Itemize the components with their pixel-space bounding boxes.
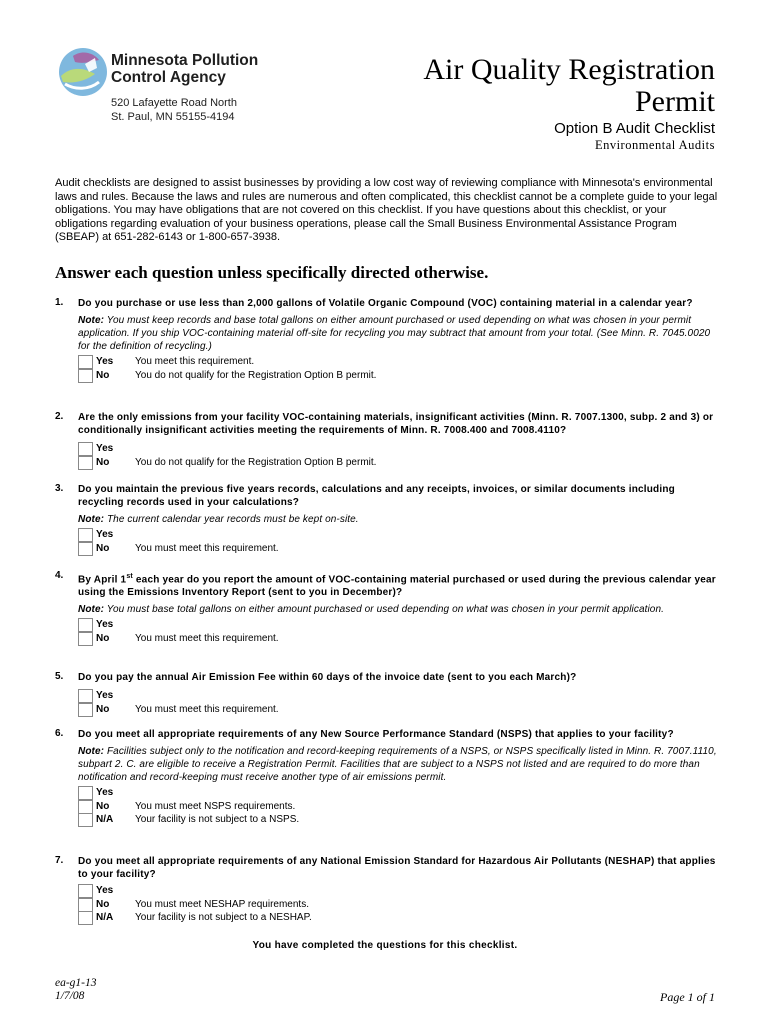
question-text: Do you meet all appropriate requirements of any National Emission Standard for Hazardous Air Pollutants (NESHAP) that applies to your facility?	[78, 856, 716, 880]
question-number: 2.	[55, 411, 64, 422]
question-number: 4.	[55, 570, 64, 581]
note-label: Note:	[78, 746, 105, 757]
question-number: 3.	[55, 483, 64, 494]
option-desc: You must meet NSPS requirements.	[135, 800, 296, 812]
address-line1: 520 Lafayette Road North	[111, 97, 237, 109]
answer-options	[78, 442, 720, 469]
option-label: No	[96, 703, 110, 715]
option-label: No	[96, 898, 110, 910]
ordinal-suffix: st	[126, 573, 133, 580]
option-na	[78, 813, 720, 827]
question-text-start: By April 1	[78, 574, 127, 586]
document-subtitle: Option B Audit Checklist	[554, 120, 715, 137]
note-text: You must base total gallons on either amount purchased or used depending on what was chosen in your permit application.	[106, 604, 665, 616]
mpca-logo	[55, 46, 115, 98]
option-label: Yes	[96, 787, 114, 798]
option-label: Yes	[96, 529, 114, 540]
option-desc: You must meet this requirement.	[135, 632, 279, 644]
agency-name-line2: Control Agency	[111, 69, 226, 86]
checkbox[interactable]	[78, 369, 93, 383]
question-text	[78, 570, 720, 599]
checkbox[interactable]	[78, 632, 93, 646]
document-title	[423, 54, 715, 118]
question-1	[55, 297, 720, 382]
option-no	[78, 456, 720, 470]
question-text-rest: each year do you report the amount of VOC-containing material purchased or used during the previous calendar year using the Emissions Inventory Report (sent to you in December)?	[78, 574, 716, 599]
checkbox[interactable]	[78, 456, 93, 470]
checkbox[interactable]	[78, 442, 93, 456]
option-desc: You must meet NESHAP requirements.	[135, 898, 309, 910]
option-label: No	[96, 800, 110, 812]
option-no	[78, 632, 720, 646]
question-text: Are the only emissions from your facility VOC-containing materials, insignificant activities (Minn. R. 7007.1300, subp. 2 and 3) or conditionally insignificant activities meeting the requirements of Minn. R. 7008.400 and 7008.4110?	[78, 412, 714, 436]
doc-code: ea-g1-13	[55, 977, 97, 989]
option-label: No	[96, 456, 110, 468]
option-label: Yes	[96, 443, 114, 454]
question-number: 5.	[55, 671, 64, 682]
question-3	[55, 483, 720, 555]
question-note	[78, 314, 720, 353]
question-number: 7.	[55, 855, 64, 866]
option-desc: You must meet this requirement.	[135, 703, 279, 715]
answer-options	[78, 786, 720, 827]
address-line2: St. Paul, MN 55155-4194	[111, 111, 235, 123]
option-no	[78, 542, 720, 556]
option-no	[78, 800, 720, 814]
question-text: Do you pay the annual Air Emission Fee within 60 days of the invoice date (sent to you each March)?	[78, 672, 577, 683]
answer-options	[78, 689, 720, 716]
option-label: Yes	[96, 619, 114, 631]
option-label: No	[96, 632, 110, 644]
checkbox[interactable]	[78, 618, 93, 632]
agency-address	[111, 96, 237, 124]
title-line1: Air Quality Registration	[423, 53, 715, 86]
completion-message: You have completed the questions for this checklist.	[252, 940, 518, 951]
note-text: The current calendar year records must be kept on-site.	[106, 514, 359, 525]
option-label: Yes	[96, 356, 114, 367]
option-no	[78, 703, 720, 717]
checkbox[interactable]	[78, 355, 93, 369]
footer-doc-info	[55, 977, 97, 1003]
option-label: No	[96, 542, 110, 554]
question-note	[78, 513, 720, 526]
note-label: Note:	[78, 514, 105, 525]
option-label: Yes	[96, 885, 114, 896]
instructions-heading: Answer each question unless specifically directed otherwise.	[55, 263, 489, 282]
checkbox[interactable]	[78, 786, 93, 800]
question-4	[55, 570, 720, 645]
checkbox[interactable]	[78, 898, 93, 912]
option-label: N/A	[96, 912, 114, 923]
question-7	[55, 855, 720, 925]
option-yes	[78, 689, 720, 703]
option-label: Yes	[96, 690, 114, 701]
option-label: No	[96, 369, 110, 381]
question-text: Do you purchase or use less than 2,000 gallons of Volatile Organic Compound (VOC) containing material in a calendar year?	[78, 298, 693, 309]
question-text: Do you meet all appropriate requirements of any New Source Performance Standard (NSPS) that applies to your facility?	[78, 729, 674, 740]
checkbox[interactable]	[78, 884, 93, 898]
note-text: Facilities subject only to the notification and record-keeping requirements of a NSPS, or NSPS specifically listed in Minn. R. 7007.1110, subpart 2. C. are eligible to receive a Registration Permit. Facilities that are subject to a NSPS not listed and are required to do more than notification and record-keeping must receive another type of air emissions permit.	[78, 746, 717, 783]
question-5	[55, 671, 720, 716]
option-desc: You do not qualify for the Registration Option B permit.	[135, 369, 377, 381]
checkbox[interactable]	[78, 542, 93, 556]
question-number: 6.	[55, 728, 64, 739]
option-desc: You meet this requirement.	[135, 356, 255, 367]
question-text: Do you maintain the previous five years records, calculations and any receipts, invoices, or similar documents including recycling records used in your calculations?	[78, 484, 675, 508]
checkbox[interactable]	[78, 800, 93, 814]
question-note	[78, 745, 720, 784]
option-yes	[78, 442, 720, 456]
question-6	[55, 728, 720, 827]
document-category: Environmental Audits	[594, 138, 715, 152]
option-no	[78, 369, 720, 383]
option-yes	[78, 786, 720, 800]
answer-options	[78, 618, 720, 645]
option-na	[78, 911, 720, 925]
note-text: You must keep records and base total gallons on either amount purchased or used depending on what was chosen in your permit application. If you ship VOC-containing material off-site for recycling you may subtract that amount from your total. (See Minn. R. 7045.0020 for the definition of recycling.)	[78, 315, 711, 352]
page-number: Page 1 of 1	[660, 990, 715, 1004]
option-no	[78, 898, 720, 912]
checkbox[interactable]	[78, 813, 93, 827]
checkbox[interactable]	[78, 911, 93, 925]
option-yes	[78, 618, 720, 632]
option-yes	[78, 884, 720, 898]
intro-paragraph: Audit checklists are designed to assist businesses by providing a low cost way of reviewing compliance with Minnesota's environmental laws and rules. Because the laws and rules are numerous and often complicated, this checklist cannot be a complete guide to your legal obligations. You may have obligations that are not covered on this checklist. If you have questions about this checklist, or your obligations regarding evaluation of your business operations, please call the Small Business Environmental Assistance Program (SBEAP) at 651-282-6143 or 1-800-657-3938.	[55, 177, 718, 243]
title-line2: Permit	[635, 85, 715, 118]
question-note	[78, 603, 720, 616]
option-desc: Your facility is not subject to a NESHAP.	[135, 912, 312, 923]
option-desc: Your facility is not subject to a NSPS.	[135, 814, 300, 825]
option-label: N/A	[96, 814, 114, 825]
agency-name-line1: Minnesota Pollution	[111, 52, 259, 69]
question-2	[55, 411, 720, 469]
note-label: Note:	[78, 315, 105, 326]
answer-options	[78, 528, 720, 555]
note-label: Note:	[78, 604, 105, 616]
checkbox[interactable]	[78, 528, 93, 542]
agency-name	[111, 52, 258, 86]
doc-date: 1/7/08	[55, 990, 85, 1002]
checkbox[interactable]	[78, 689, 93, 703]
option-yes	[78, 355, 720, 369]
option-desc: You must meet this requirement.	[135, 542, 279, 554]
answer-options	[78, 884, 720, 925]
question-number: 1.	[55, 297, 64, 308]
checkbox[interactable]	[78, 703, 93, 717]
option-yes	[78, 528, 720, 542]
option-desc: You do not qualify for the Registration Option B permit.	[135, 456, 377, 468]
answer-options	[78, 355, 720, 382]
